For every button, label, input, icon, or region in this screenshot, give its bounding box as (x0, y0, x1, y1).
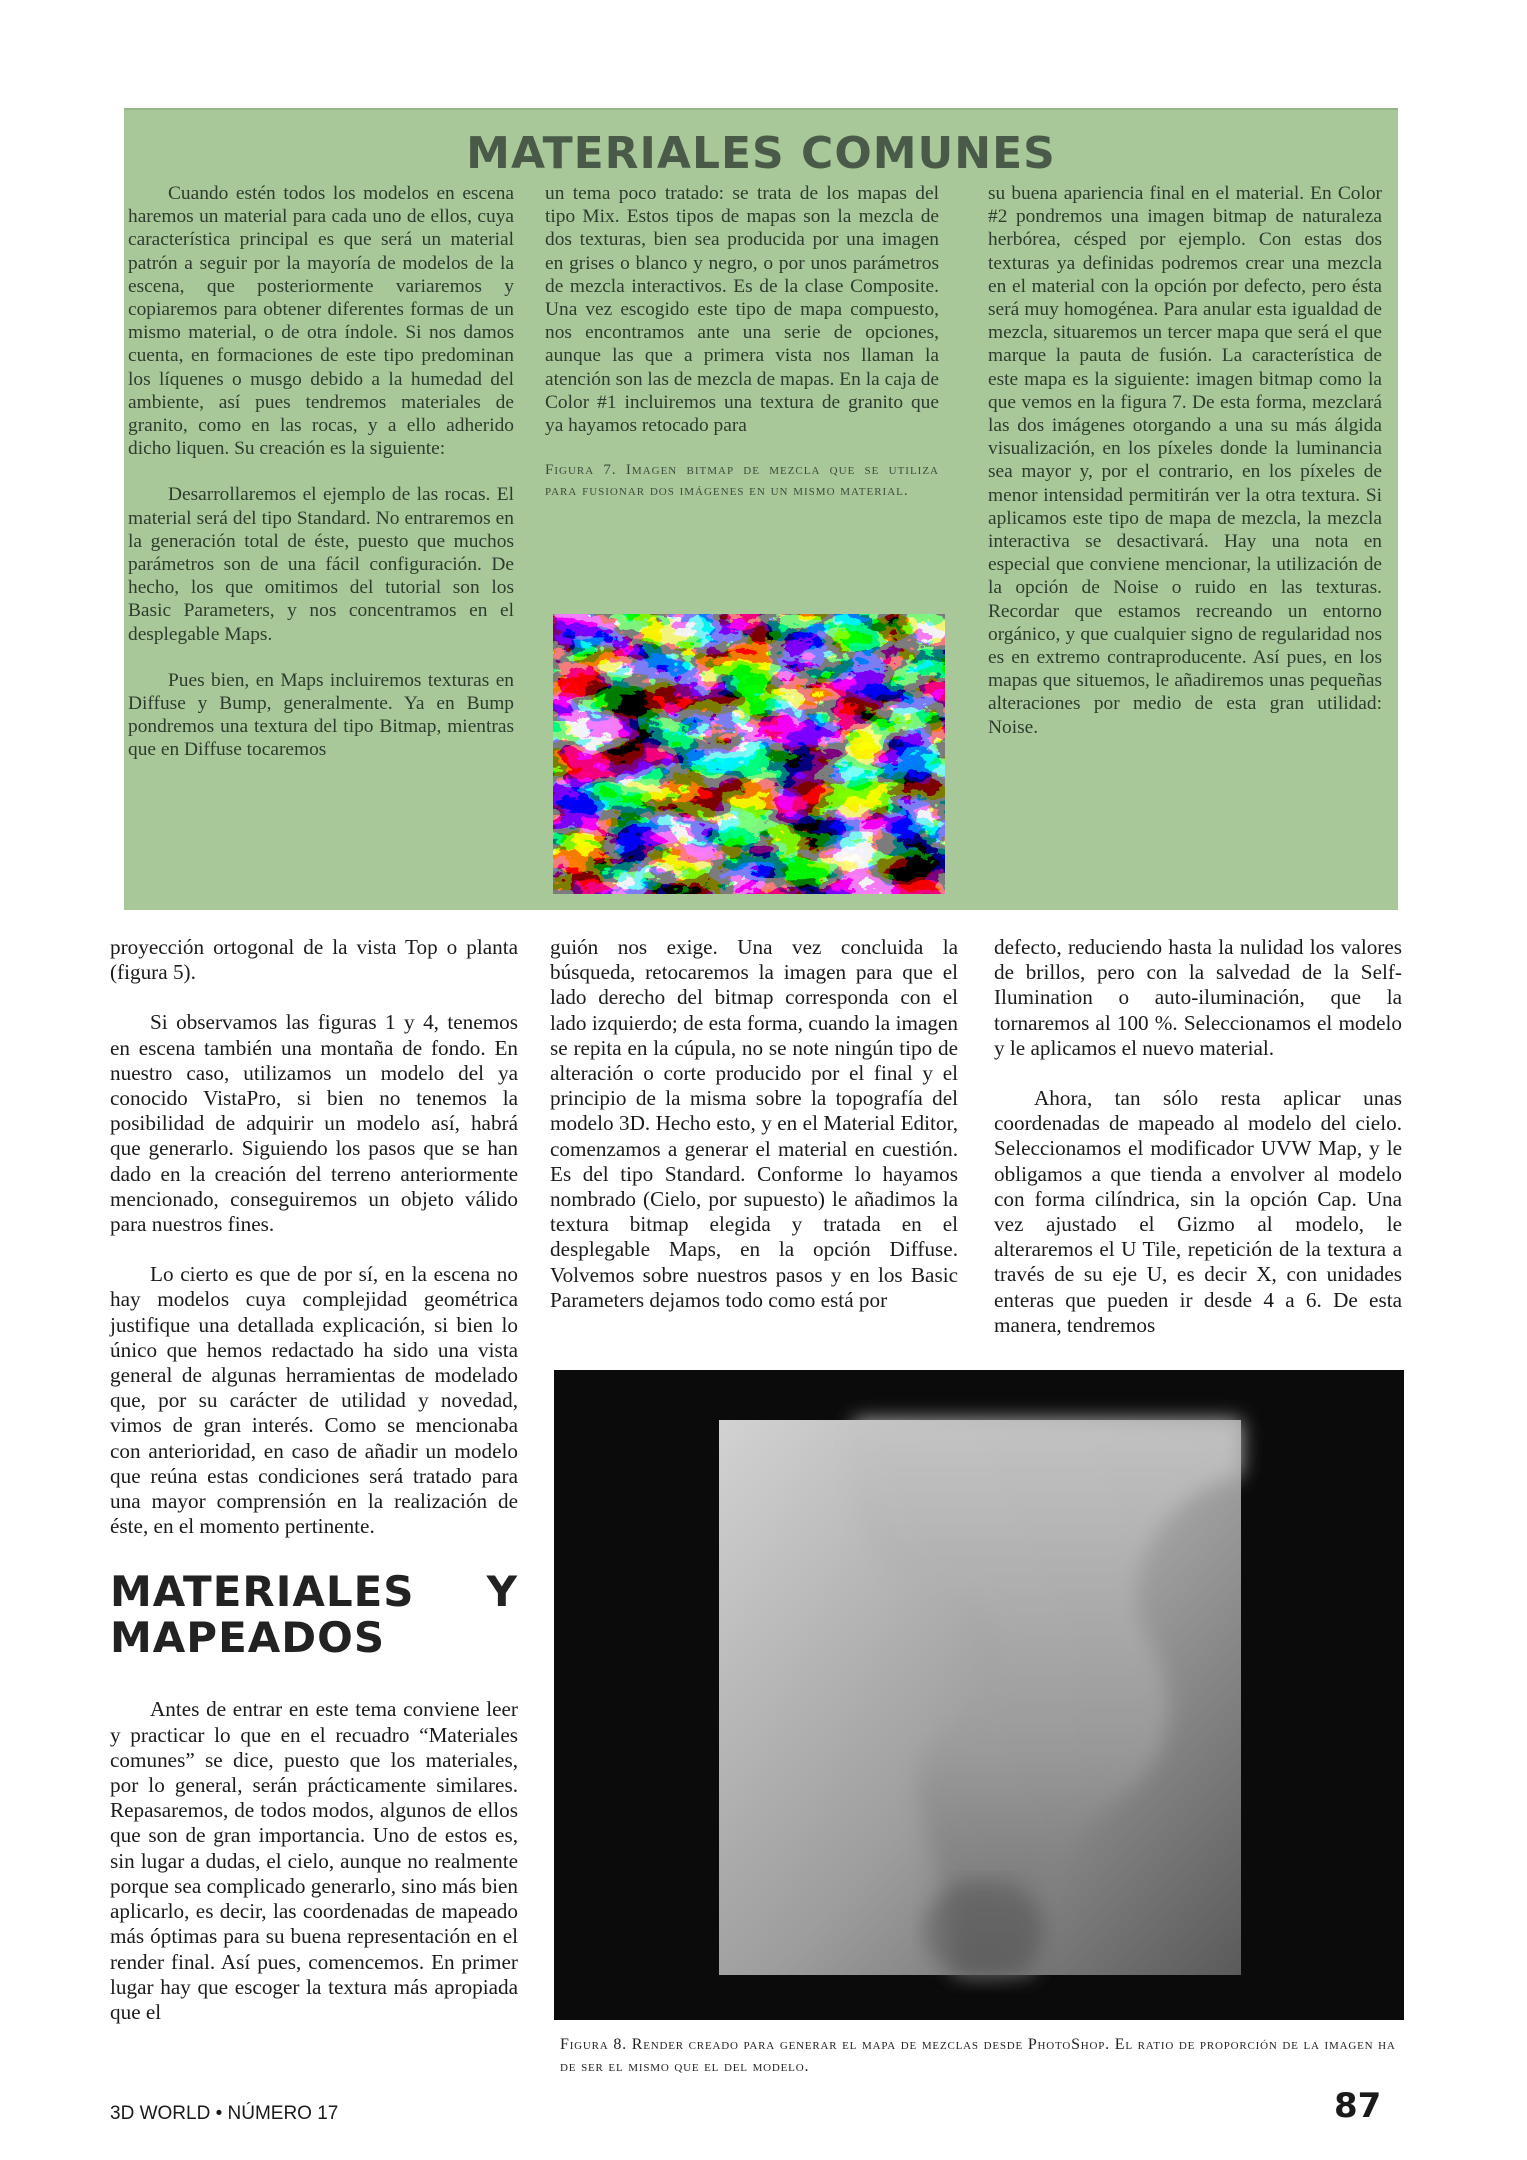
blend-map-noise (553, 614, 945, 894)
figure-8-caption: Figura 8. Render creado para generar el mapa de mezclas desde PhotoShop. El ratio de proporción de la imagen ha de ser el mismo que el del modelo. (560, 2036, 1396, 2075)
sidebar-box (124, 108, 1398, 910)
body-paragraph: Antes de entrar en este tema conviene leer y practicar lo que en el recuadro “Materiales comunes” se dice, puesto que los materiales, por lo general, serán prácticamente similares. Repasaremos, de todos modos, algunos de ellos que son de gran importancia. Uno de estos es, sin lugar a dudas, el cielo, aunque no realmente porque sea complicado generarlo, sino más bien aplicarlo, es decir, las coordenadas de mapeado más óptimas para su buena representación en el render final. Así pues, comencemos. En primer lugar hay que escoger la textura más apropiada que el (110, 1697, 518, 2024)
sidebar-column-1 (128, 182, 514, 785)
body-paragraph: Lo cierto es que de por sí, en la escena no hay modelos cuya complejidad geométrica justifique una detallada explicación, si bien lo único que hemos redactado ha sido una vista general de algunas herramientas de modelado que, por su carácter de utilidad y novedad, vimos de gran interés. Como se mencionaba con anterioridad, en caso de añadir un modelo que reúna estas condiciones será tratado para una mayor comprensión en la realización de éste, en el momento pertinente. (110, 1262, 518, 1539)
figure-7-caption: Figura 7. Imagen bitmap de mezcla que se utiliza para fusionar dos imágenes en un mismo material. (545, 462, 939, 500)
sidebar-column-2 (545, 182, 939, 520)
body-column-3 (994, 935, 1402, 1363)
sidebar-paragraph: Cuando estén todos los modelos en escena haremos un material para cada uno de ellos, cuya característica principal es que será un material patrón a seguir por la mayoría de modelos de la escena, que posteriormente variaremos y copiaremos para obtener diferentes formas de un mismo material, o de otra índole. Si nos damos cuenta, en formaciones de este tipo predominan los líquenes o musgo debido a la humedad del ambiente, así pues tendremos materiales de granito, como en las rocas, y a ello adherido dicho liquen. Su creación es la siguiente: (128, 183, 514, 460)
sidebar-title: MATERIALES COMUNES (466, 128, 1056, 179)
body-paragraph: guión nos exige. Una vez concluida la búsqueda, retocaremos la imagen para que el lado derecho del bitmap corresponda con el lado izquierdo; de esta forma, cuando la imagen se repita en la cúpula, no se note ningún tipo de alteración o corte producido por el final y el principio de la misma sobre la topografía del modelo 3D. Hecho esto, y en el Material Editor, comenzamos a generar el material en cuestión. Es del tipo Standard. Conforme lo hayamos nombrado (Cielo, por supuesto) le añadimos la textura bitmap elegida y tratada en el desplegable Maps, en la opción Diffuse. Volvemos sobre nuestros pasos y en los Basic Parameters dejamos todo como está por (550, 935, 958, 1312)
body-paragraph: Ahora, tan sólo resta aplicar unas coordenadas de mapeado al modelo del cielo. Seleccionamos el modificador UVW Map, y le obligamos a que tienda a envolver al modelo con forma cilíndrica, sin la opción Cap. Una vez ajustado el Gizmo al modelo, le alteraremos el U Tile, repetición de la textura a través de su eje U, es decir X, con unidades enteras que pueden ir desde 4 a 6. De esta manera, tendremos (994, 1086, 1402, 1337)
sidebar-paragraph: Desarrollaremos el ejemplo de las rocas. El material será del tipo Standard. No entraremos en la generación total de éste, puesto que muchos parámetros son de una fácil configuración. De hecho, los que omitimos del tutorial son los Basic Parameters, y nos concentramos en el desplegable Maps. (128, 484, 514, 645)
body-column-2 (550, 935, 958, 1338)
section-heading: MATERIALES Y MAPEADOS (110, 1567, 518, 1663)
body-paragraph: proyección ortogonal de la vista Top o planta (figura 5). (110, 935, 518, 985)
render-gradient (554, 1370, 1404, 2020)
figure-8-render-image (554, 1370, 1404, 2020)
sidebar-paragraph: Pues bien, en Maps incluiremos texturas en Diffuse y Bump, generalmente. Ya en Bump pondremos una textura del tipo Bitmap, mientras que en Diffuse tocaremos (128, 669, 514, 761)
figure-7-blend-map-image (553, 614, 945, 894)
sidebar-paragraph: su buena apariencia final en el material. En Color #2 pondremos una imagen bitmap de naturaleza herbórea, césped por ejemplo. Con estas dos texturas ya definidas podremos crear una mezcla en el material con la opción por defecto, pero ésta será muy homogénea. Para anular esta igualdad de mezcla, situaremos un tercer mapa que será el que marque la pauta de fusión. La característica de este mapa es la siguiente: imagen bitmap como la que vemos en la figura 7. De esta forma, mezclará las dos imágenes otorgando a una su más álgida visualización, en los píxeles donde la luminancia sea mayor y, por el contrario, en los píxeles de menor intensidad permitirán ver la otra textura. Si aplicamos este tipo de mapa de mezcla, la mezcla interactiva se desactivará. Hay una nota en especial que conviene mencionar, la utilización de la opción de Noise o ruido en las texturas. Recordar que estamos recreando un entorno orgánico, y que cualquier signo de regularidad nos es en extremo contraproducente. Así pues, en los mapas que situemos, le añadiremos unas pequeñas alteraciones por medio de esta gran utilidad: Noise. (988, 183, 1382, 738)
body-paragraph: defecto, reduciendo hasta la nulidad los valores de brillos, pero con la salvedad de la Self-Ilumination o auto-iluminación, que la tornaremos al 100 %. Seleccionamos el modelo y le aplicamos el nuevo material. (994, 935, 1402, 1060)
body-column-1 (110, 935, 518, 2050)
sidebar-column-3 (988, 182, 1382, 762)
body-paragraph: Si observamos las figuras 1 y 4, tenemos en escena también una montaña de fondo. En nuestro caso, utilizamos un modelo del ya conocido VistaPro, si bien no tenemos la posibilidad de adquirir un modelo así, habrá que generarlo. Siguiendo los pasos que se han dado en la creación del terreno anteriormente mencionado, conseguiremos un objeto válido para nuestros fines. (110, 1010, 518, 1237)
page-number: 87 (1334, 2086, 1382, 2126)
footer-magazine-issue: 3D WORLD • NÚMERO 17 (110, 2103, 339, 2124)
sidebar-paragraph: un tema poco tratado: se trata de los mapas del tipo Mix. Estos tipos de mapas son la mezcla de dos texturas, bien sea producida por una imagen en grises o blanco y negro, o por unos parámetros de mezcla interactivos. Es de la clase Composite. Una vez escogido este tipo de mapa compuesto, nos encontramos ante una serie de opciones, aunque las que a primera vista nos llaman la atención son las de mezcla de mapas. En la caja de Color #1 incluiremos una textura de granito que ya hayamos retocado para (545, 183, 939, 437)
